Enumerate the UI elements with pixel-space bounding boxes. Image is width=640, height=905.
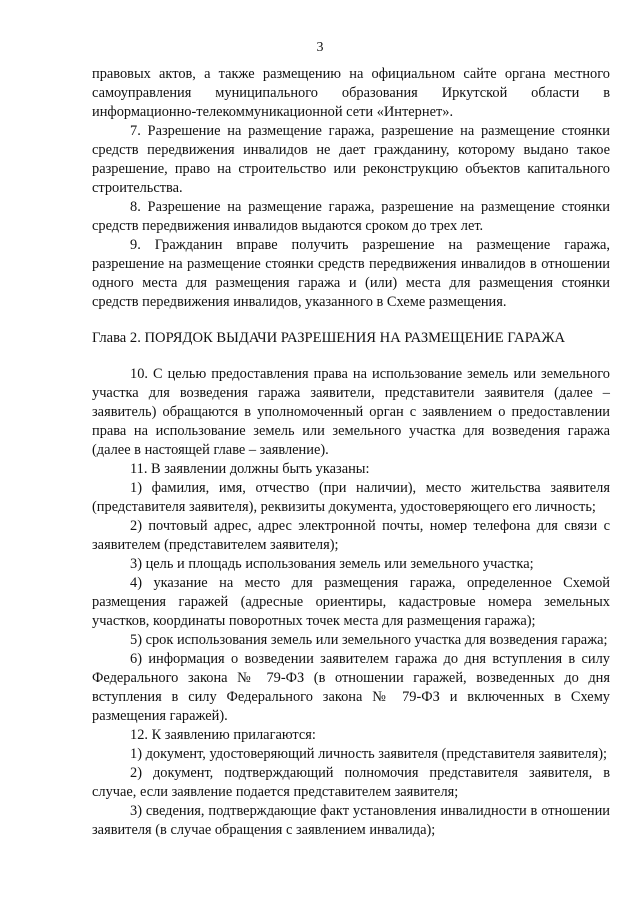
paragraph: 8. Разрешение на размещение гаража, разрешение на размещение стоянки средств передвижения инвалидов выдаются сроком до трех лет. (92, 199, 610, 234)
paragraph: 11. В заявлении должны быть указаны: (130, 461, 370, 477)
paragraph: 2) документ, подтверждающий полномочия представителя заявителя, в случае, если заявление подается представителем заявителя; (92, 765, 610, 800)
paragraph: 1) документ, удостоверяющий личность заявителя (представителя заявителя); (130, 746, 608, 762)
paragraph: 3) сведения, подтверждающие факт установления инвалидности в отношении заявителя (в случае обращения с заявлением инвалида); (92, 803, 610, 838)
paragraph: 6) информация о возведении заявителем гаража до дня вступления в силу Федерального закона № 79-ФЗ (в отношении гаражей, возведенных до дня вступления в силу Федерального закона № 79-ФЗ и включенных в Схему размещения гаражей). (92, 651, 610, 724)
paragraph: 5) срок использования земель или земельного участка для возведения гаража; (130, 632, 608, 648)
chapter-heading: Глава 2. ПОРЯДОК ВЫДАЧИ РАЗРЕШЕНИЯ НА РАЗМЕЩЕНИЕ ГАРАЖА (92, 330, 566, 346)
paragraph: 4) указание на место для размещения гаража, определенное Схемой размещения гаражей (адресные ориентиры, кадастровые номера земельных участков, координаты поворотных точек места для размещения гаража); (92, 575, 610, 629)
paragraph: 2) почтовый адрес, адрес электронной почты, номер телефона для связи с заявителем (представителем заявителя); (92, 518, 610, 553)
paragraph: 12. К заявлению прилагаются: (130, 727, 316, 743)
paragraph: 10. С целью предоставления права на использование земель или земельного участка для возведения гаража заявители, представители заявителя (далее – заявитель) обращаются в уполномоченный орган с заявлением о предоставлении права на использование земель или земельного участка для возведения гаража (далее в настоящей главе – заявление). (92, 366, 610, 458)
page-number: 3 (316, 40, 324, 55)
paragraph: правовых актов, а также размещению на официальном сайте органа местного самоуправления муниципального образования Иркутской области в информационно-телекоммуникационной сети «Интернет». (92, 66, 610, 120)
paragraphs-after-heading (92, 365, 610, 840)
paragraph: 7. Разрешение на размещение гаража, разрешение на размещение стоянки средств передвижения инвалидов не дает гражданину, которому выдано такое разрешение, право на строительство или реконструкцию объектов капитального строительства. (92, 123, 610, 196)
paragraph: 1) фамилия, имя, отчество (при наличии), место жительства заявителя (представителя заявителя), реквизиты документа, удостоверяющего его личность; (92, 480, 610, 515)
paragraph: 9. Гражданин вправе получить разрешение на размещение гаража, разрешение на размещение стоянки средств передвижения инвалидов в отношении одного места для размещения гаража и (или) места для размещения стоянки средств передвижения инвалидов, указанного в Схеме размещения. (92, 237, 610, 310)
paragraphs-before-heading (92, 65, 610, 312)
document-body (92, 65, 610, 840)
paragraph: 3) цель и площадь использования земель или земельного участка; (130, 556, 534, 572)
